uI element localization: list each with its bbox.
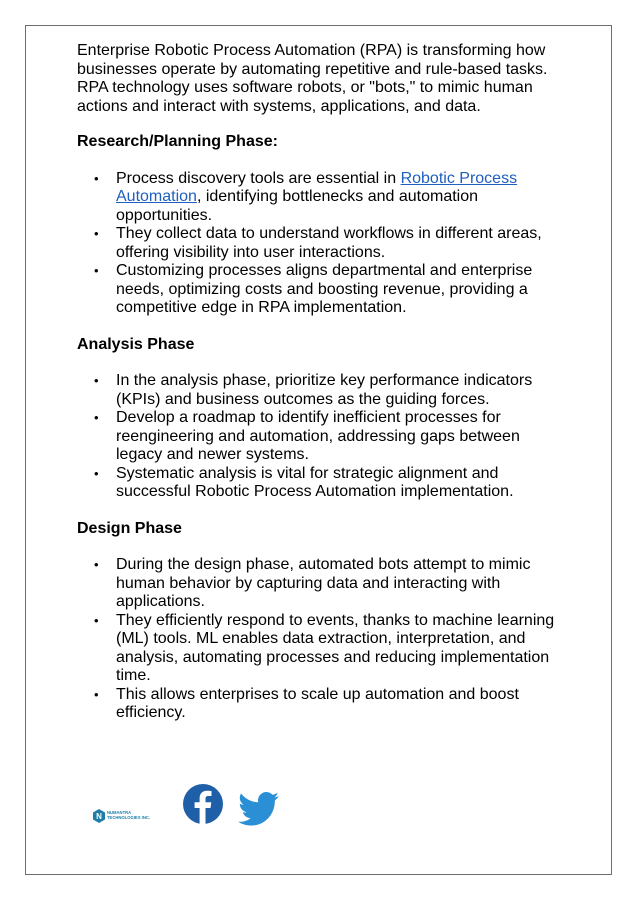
bullet-text: Process discovery tools are essential in [116, 169, 401, 187]
rpa-link[interactable]: Robotic Process Automation [116, 169, 518, 205]
list-item [77, 409, 567, 465]
bullet-text: In the analysis phase, prioritize key performance indicators (KPIs) and business outcomes as the guiding forces. [116, 372, 533, 408]
list-item [77, 686, 567, 723]
intro-paragraph: Enterprise Robotic Process Automation (RPA) is transforming how businesses operate by automating repetitive and rule-based tasks. RPA technology uses software robots, or "bots," to mimic human actions and interact with systems, applications, and data. [77, 42, 548, 115]
list-item [77, 465, 567, 502]
company-name [107, 810, 150, 820]
twitter-icon[interactable] [237, 784, 281, 830]
company-name-line2: TECHNOLOGIES INC. [107, 815, 151, 820]
bullet-text: Develop a roadmap to identify inefficient processes for reengineering and automation, addressing gaps between legacy and newer systems. [116, 409, 520, 463]
section-heading-analysis: Analysis Phase [77, 335, 195, 353]
bullet-icon: • [94, 686, 99, 702]
bullet-text: This allows enterprises to scale up automation and boost efficiency. [116, 685, 519, 721]
section-heading-design: Design Phase [77, 519, 182, 537]
list-item [77, 372, 567, 409]
design-bullet-list [77, 556, 567, 723]
facebook-icon[interactable] [182, 783, 224, 825]
document-body [77, 42, 567, 741]
bullet-icon: • [94, 170, 99, 186]
bullet-icon: • [94, 612, 99, 628]
list-item [77, 170, 567, 226]
company-name-line1: NUMANTRA [107, 810, 132, 815]
list-item [77, 612, 567, 686]
bullet-text: They efficiently respond to events, thanks to machine learning (ML) tools. ML enables data extraction, interpretation, and analysis, automating processes and reducing implementation time. [116, 611, 555, 684]
bullet-text: During the design phase, automated bots attempt to mimic human behavior by capturing data and interacting with applications. [116, 556, 531, 610]
bullet-text: , identifying bottlenecks and automation opportunities. [116, 188, 479, 224]
bullet-icon: • [94, 557, 99, 572]
bullet-text: Customizing processes aligns departmental and enterprise needs, optimizing costs and boosting revenue, providing a competitive edge in RPA implementation. [116, 262, 533, 316]
company-logo[interactable] [92, 809, 160, 827]
section-heading-research: Research/Planning Phase: [77, 133, 278, 150]
bullet-text: Systematic analysis is vital for strategic alignment and successful Robotic Process Automation implementation. [116, 464, 514, 500]
bullet-icon: • [94, 226, 99, 241]
bullet-text: They collect data to understand workflows in different areas, offering visibility into user interactions. [116, 225, 542, 261]
list-item [77, 225, 567, 262]
analysis-bullet-list [77, 372, 567, 502]
footer-logos [92, 778, 292, 838]
list-item [77, 556, 567, 612]
bullet-icon: • [94, 373, 99, 388]
bullet-icon: • [94, 410, 99, 425]
research-bullet-list [77, 170, 567, 318]
bullet-icon: • [94, 465, 99, 481]
svg-text:N: N [96, 812, 102, 821]
list-item [77, 262, 567, 318]
company-logo-icon [92, 809, 106, 823]
bullet-icon: • [94, 263, 99, 278]
